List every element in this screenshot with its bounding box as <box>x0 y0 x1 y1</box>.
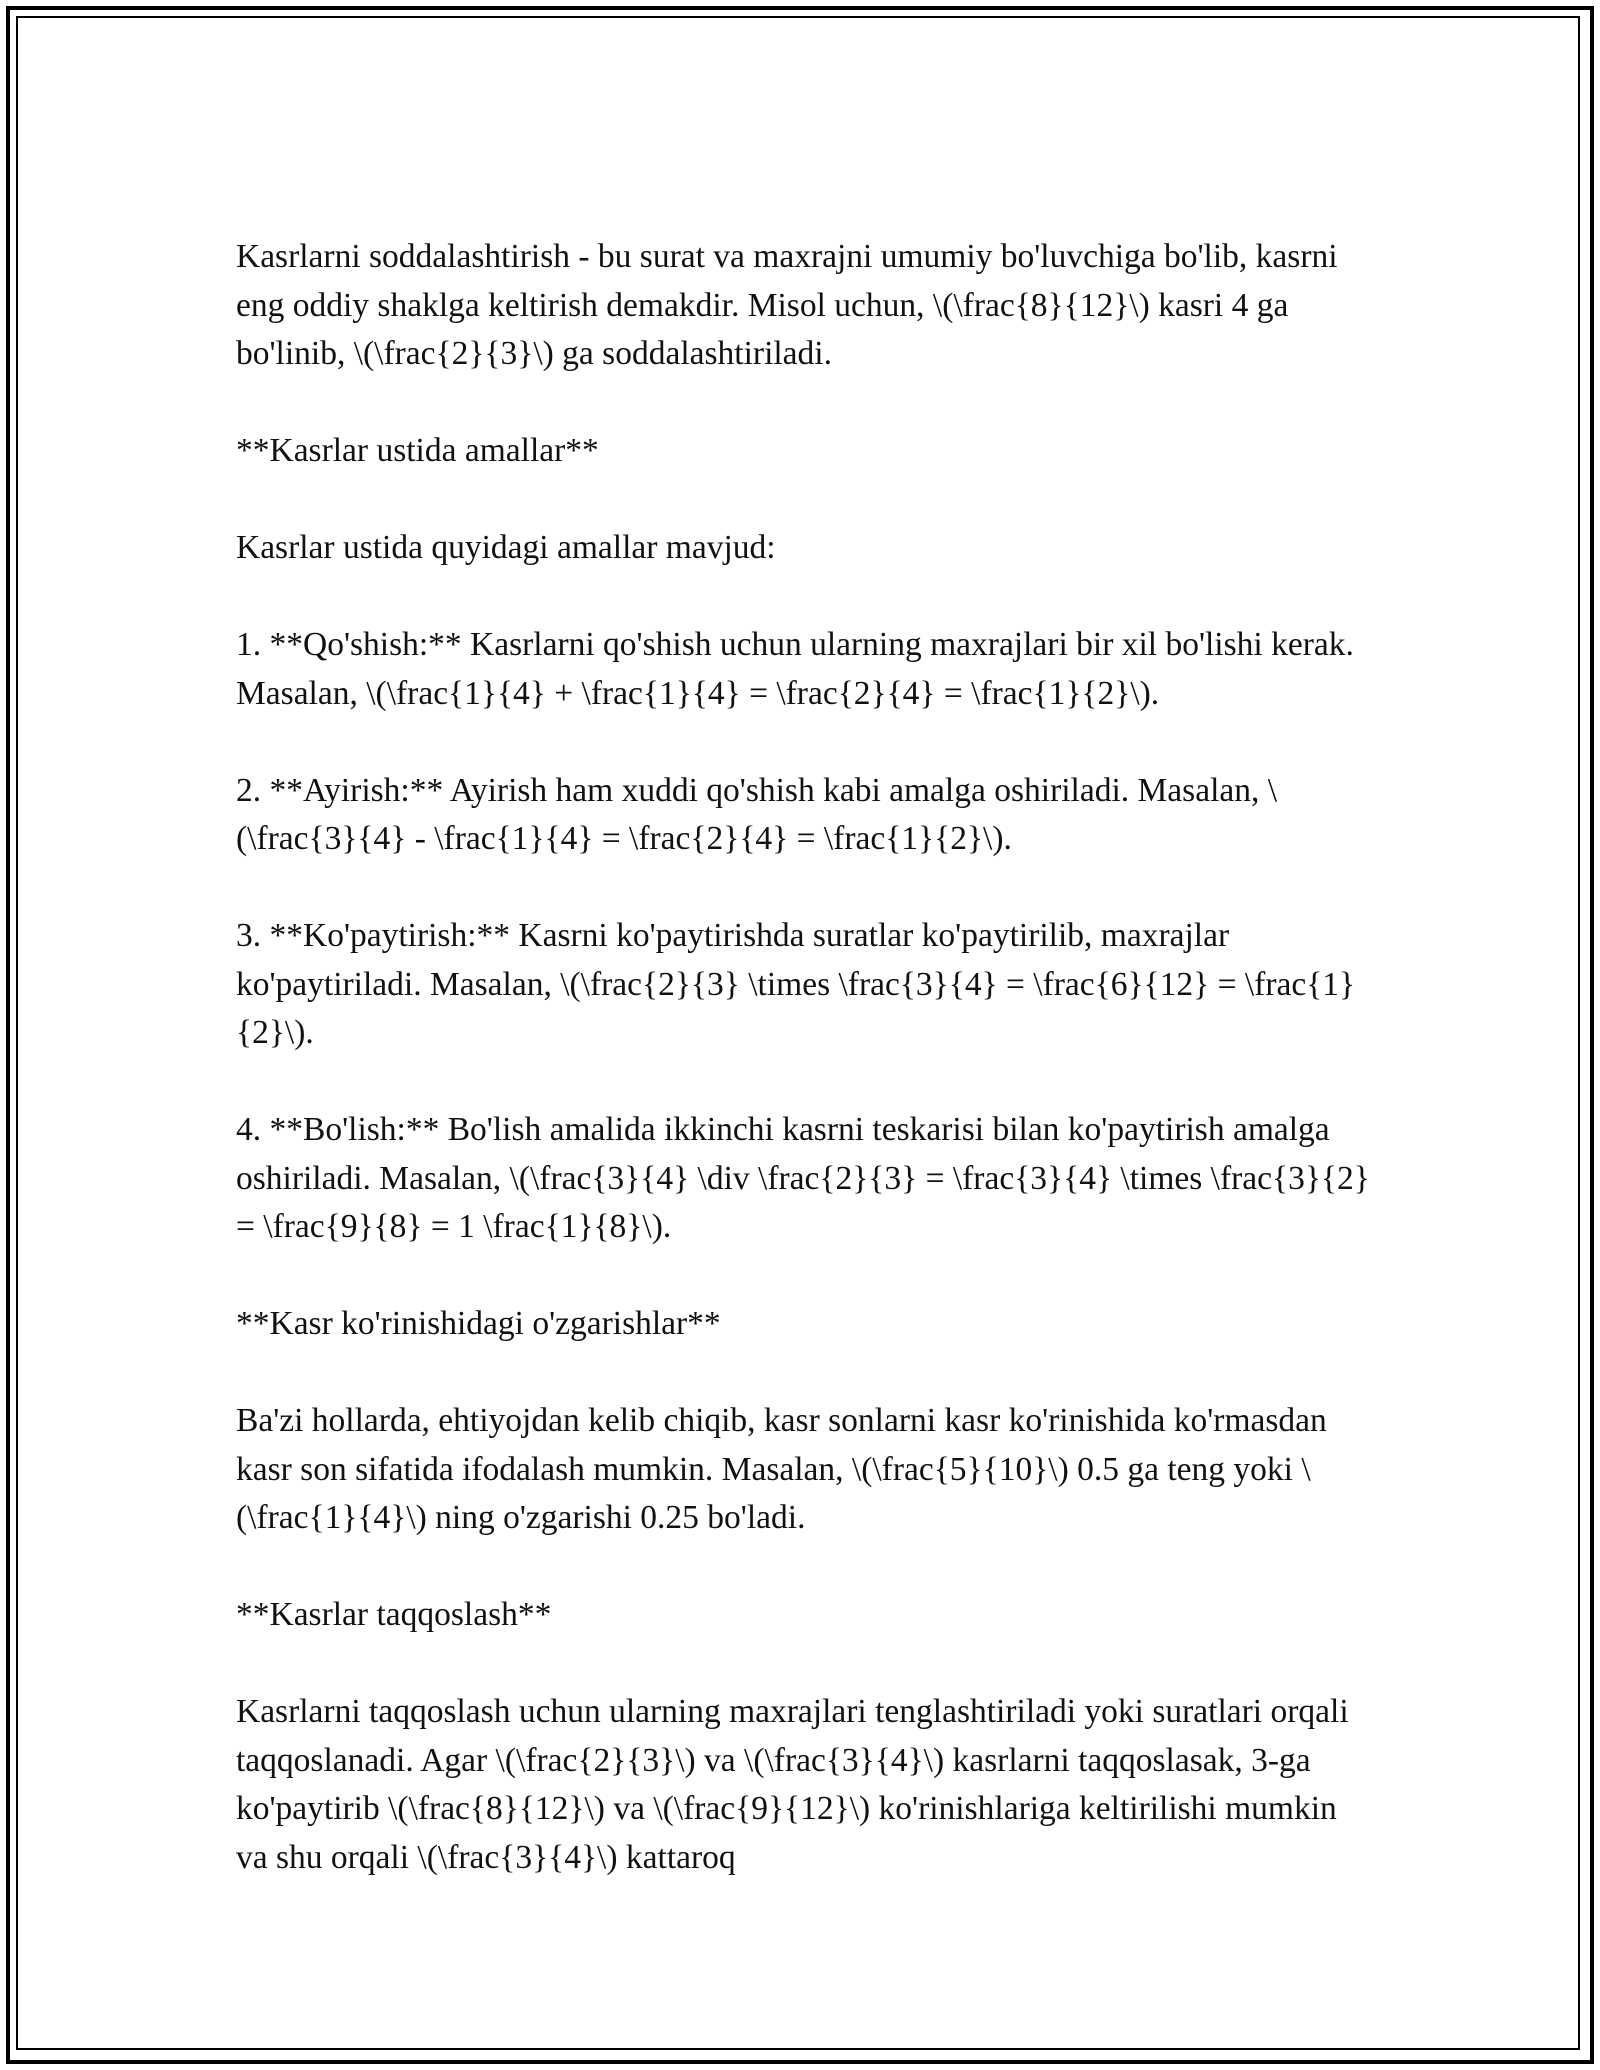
paragraph-operations-intro: Kasrlar ustida quyidagi amallar mavjud: <box>236 529 776 566</box>
paragraph-representation: Ba'zi hollarda, ehtiyojdan kelib chiqib, kasr sonlarni kasr ko'rinishida ko'rmasdan kasr son sifatida ifodalash mumkin. Masalan, \(\frac{5}{10}\) 0.5 ga teng yoki \(\frac{1}{4}\) ning o'zgarishi 0.25 bo'ladi. <box>236 1402 1327 1536</box>
document-body <box>236 233 1376 1931</box>
paragraph-comparison: Kasrlarni taqqoslash uchun ularning maxrajlari tenglashtiriladi yoki suratlari orqali taqqoslanadi. Agar \(\frac{2}{3}\) va \(\frac{3}{4}\) kasrlarni taqqoslasak, 3-ga ko'paytirib \(\frac{8}{12}\) va \(\frac{9}{12}\) ko'rinishlariga keltirilishi mumkin va shu orqali \(\frac{3}{4}\) kattaroq <box>236 1693 1349 1876</box>
heading-operations: **Kasrlar ustida amallar** <box>236 432 599 469</box>
list-item-subtraction: 2. **Ayirish:** Ayirish ham xuddi qo'shish kabi amalga oshiriladi. Masalan, \(\frac{3}{4} - \frac{1}{4} = \frac{2}{4} = \frac{1}{2}\). <box>236 771 1278 857</box>
paragraph-simplification: Kasrlarni soddalashtirish - bu surat va maxrajni umumiy bo'luvchiga bo'lib, kasrni eng oddiy shaklga keltirish demakdir. Misol uchun, \(\frac{8}{12}\) kasri 4 ga bo'linib, \(\frac{2}{3}\) ga soddalashtiriladi. <box>236 238 1338 372</box>
list-item-multiplication: 3. **Ko'paytirish:** Kasrni ko'paytirishda suratlar ko'paytirilib, maxrajlar ko'paytiriladi. Masalan, \(\frac{2}{3} \times \frac{3}{4} = \frac{6}{12} = \frac{1}{2}\). <box>236 917 1356 1051</box>
heading-comparison: **Kasrlar taqqoslash** <box>236 1596 552 1633</box>
list-item-division: 4. **Bo'lish:** Bo'lish amalida ikkinchi kasrni teskarisi bilan ko'paytirish amalga oshiriladi. Masalan, \(\frac{3}{4} \div \frac{2}{3} = \frac{3}{4} \times \frac{3}{2} = \frac{9}{8} = 1 \frac{1}{8}\). <box>236 1111 1370 1245</box>
heading-representation: **Kasr ko'rinishidagi o'zgarishlar** <box>236 1305 721 1342</box>
list-item-addition: 1. **Qo'shish:** Kasrlarni qo'shish uchun ularning maxrajlari bir xil bo'lishi kerak. Masalan, \(\frac{1}{4} + \frac{1}{4} = \frac{2}{4} = \frac{1}{2}\). <box>236 626 1354 712</box>
